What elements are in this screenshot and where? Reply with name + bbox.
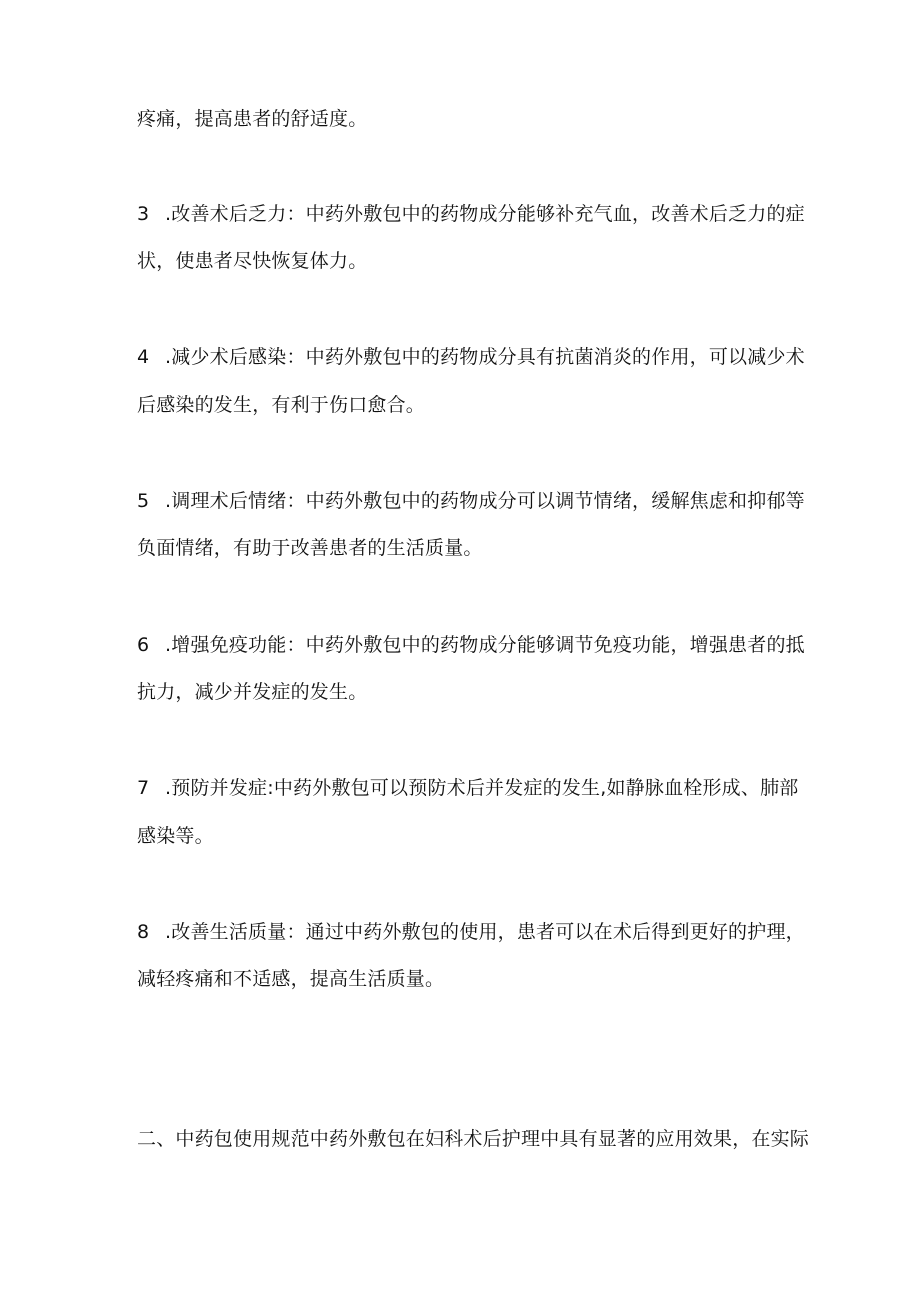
list-item-number: 6 xyxy=(137,634,150,656)
list-item-line-1 xyxy=(137,919,805,945)
list-item-line-2: 抗力，减少并发症的发生。 xyxy=(137,681,368,703)
list-item-number: 8 xyxy=(137,921,150,943)
list-item-number: 3 xyxy=(137,203,150,225)
list-item-line-2: 感染等。 xyxy=(137,825,214,847)
list-item-line-2: 状，使患者尽快恢复体力。 xyxy=(137,250,368,272)
list-item-number: 7 xyxy=(137,777,150,799)
list-item-text: .减少术后感染：中药外敷包中的药物成分具有抗菌消炎的作用，可以减少术 xyxy=(165,346,805,368)
list-item-line-2: 后感染的发生，有利于伤口愈合。 xyxy=(137,394,426,416)
list-item-line-2: 减轻疼痛和不适感，提高生活质量。 xyxy=(137,968,445,990)
section-heading: 二、中药包使用规范中药外敷包在妇科术后护理中具有显著的应用效果，在实际 xyxy=(137,1128,810,1150)
list-item-line-1 xyxy=(137,488,805,514)
list-item-line-1 xyxy=(137,632,805,658)
continuation-line: 疼痛，提高患者的舒适度。 xyxy=(137,108,368,130)
list-item-line-1 xyxy=(137,775,798,801)
list-item-line-1 xyxy=(137,344,805,370)
list-item-number: 4 xyxy=(137,346,150,368)
list-item-line-2: 负面情绪，有助于改善患者的生活质量。 xyxy=(137,537,483,559)
list-item-number: 5 xyxy=(137,490,150,512)
list-item-text: .调理术后情绪：中药外敷包中的药物成分可以调节情绪，缓解焦虑和抑郁等 xyxy=(165,490,805,512)
list-item-text: .预防并发症:中药外敷包可以预防术后并发症的发生,如静脉血栓形成、肺部 xyxy=(165,777,799,799)
list-item-text: .改善生活质量：通过中药外敷包的使用，患者可以在术后得到更好的护理， xyxy=(165,921,805,943)
list-item-text: .改善术后乏力：中药外敷包中的药物成分能够补充气血，改善术后乏力的症 xyxy=(165,203,805,225)
list-item-line-1 xyxy=(137,201,805,227)
list-item-text: .增强免疫功能：中药外敷包中的药物成分能够调节免疫功能，增强患者的抵 xyxy=(165,634,805,656)
